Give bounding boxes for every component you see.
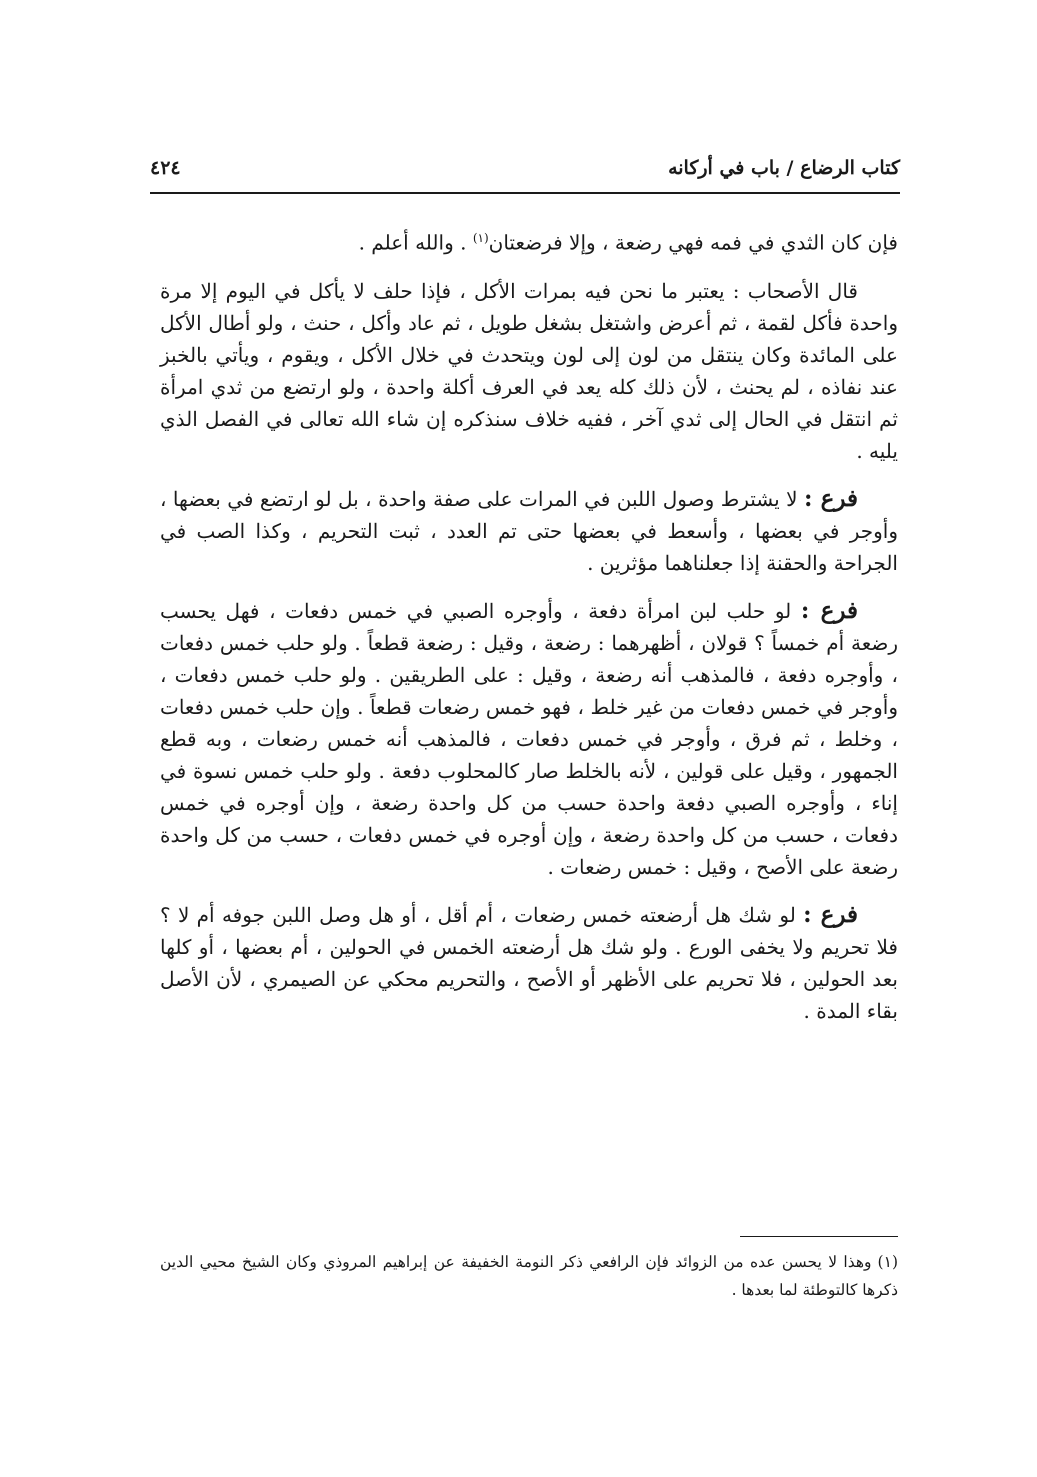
header-rule <box>150 192 900 194</box>
footnote-rule <box>740 1236 898 1237</box>
footnote-text: وهذا لا يحسن عده من الزوائد فإن الرافعي ذكر النومة الخفيفة عن إبراهيم المروذي وكان الشيخ محيي الدين ذكرها كالتوطئة لما بعدها . <box>160 1253 898 1299</box>
body-text <box>160 222 898 1043</box>
paragraph-text: فإن كان الثدي في فمه فهي رضعة ، وإلا فرضعتان <box>488 230 898 255</box>
footnote-marker: (١) <box>877 1253 898 1271</box>
paragraph-text-after: . والله أعلم . <box>358 230 473 255</box>
paragraph-5 <box>160 899 898 1027</box>
paragraph-text: قال الأصحاب : يعتبر ما نحن فيه بمرات الأكل ، فإذا حلف لا يأكل في اليوم إلا مرة واحدة فأكل لقمة ، ثم أعرض واشتغل بشغل طويل ، ثم عاد وأكل ، حنث ، ولو أطال الأكل على المائدة وكان ينتقل من لون إلى لون ويتحدث في خلال الأكل ، ويقوم ، ويأتي بالخبز عند نفاذه ، لم يحنث ، لأن ذلك كله يعد في العرف أكلة واحدة ، ولو ارتضع من ثدي امرأة ثم انتقل في الحال إلى ثدي آخر ، ففيه خلاف سنذكره إن شاء الله تعالى في الفصل الذي يليه . <box>160 278 898 463</box>
paragraph-text: لو شك هل أرضعته خمس رضعات ، أم أقل ، أو هل وصل اللبن جوفه أم لا ؟ فلا تحريم ولا يخفى الورع . ولو شك هل أرضعته الخمس في الحولين ، أم بعضها ، أو كلها بعد الحولين ، فلا تحريم على الأظهر أو الأصح ، والتحريم محكي عن الصيمري ، لأن الأصل بقاء المدة . <box>160 902 898 1023</box>
paragraph-4 <box>160 595 898 883</box>
paragraph-2 <box>160 275 898 467</box>
branch-label: فرع : <box>800 596 859 624</box>
page-header <box>150 152 900 192</box>
paragraph-text: لو حلب لبن امرأة دفعة ، وأوجره الصبي في خمس دفعات ، فهل يحسب رضعة أم خمساً ؟ قولان ، أظهرهما : رضعة ، وقيل : رضعة قطعاً . ولو حلب خمس دفعات ، وأوجره دفعة ، فالمذهب أنه رضعة ، وقيل : على الطريقين . ولو حلب خمس دفعات ، وأوجر في خمس دفعات من غير خلط ، فهو خمس رضعات قطعاً . وإن حلب خمس دفعات ، وخلط ، ثم فرق ، وأوجر في خمس دفعات ، فالمذهب أنه خمس رضعات ، وبه قطع الجمهور ، وقيل على قولين ، لأنه بالخلط صار كالمحلوب دفعة . ولو حلب خمس نسوة في إناء ، وأوجره الصبي دفعة واحدة حسب من كل واحدة رضعة ، وإن أوجره في خمس دفعات ، حسب من كل واحدة رضعة ، وإن أوجره في خمس دفعات ، حسب من كل واحدة رضعة على الأصح ، وقيل : خمس رضعات . <box>160 598 898 879</box>
paragraph-text: لا يشترط وصول اللبن في المرات على صفة واحدة ، بل لو ارتضع في بعضها ، وأوجر في بعضها ، وأسعط في بعضها حتى تم العدد ، ثبت التحريم ، وكذا الصب في الجراحة والحقنة إذا جعلناهما مؤثرين . <box>160 486 898 575</box>
running-title: كتاب الرضاع / باب في أركانه <box>668 157 900 179</box>
paragraph-3 <box>160 483 898 579</box>
footnote <box>160 1248 898 1304</box>
footnote-ref[interactable]: (١) <box>472 231 489 245</box>
paragraph-1 <box>160 222 898 259</box>
branch-label: فرع : <box>804 484 858 512</box>
branch-label: فرع : <box>803 900 858 928</box>
page-number: ٤٢٤ <box>150 157 181 179</box>
